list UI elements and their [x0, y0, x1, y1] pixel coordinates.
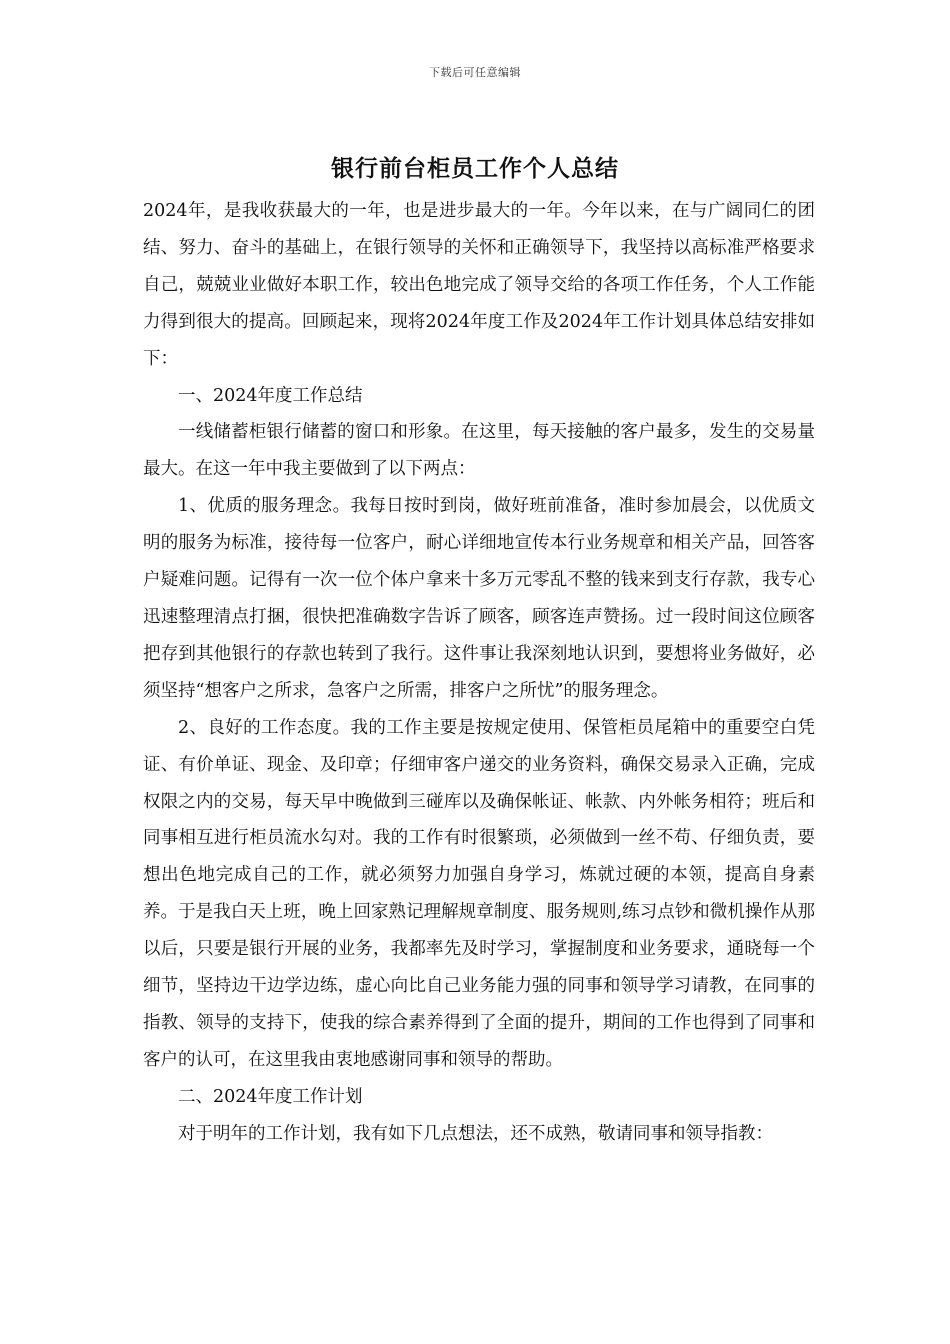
body-paragraph: 2、良好的工作态度。我的工作主要是按规定使用、保管柜员尾箱中的重要空白凭证、有价单证、现金、及印章；仔细审客户递交的业务资料，确保交易录入正确，完成权限之内的交易，每天早中晚做到三碰库以及确保帐证、帐款、内外帐务相符；班后和同事相互进行柜员流水勾对。我的工作有时很繁琐，必须做到一丝不苟、仔细负责，要想出色地完成自己的工作，就必须努力加强自身学习，炼就过硬的本领，提高自身素养。于是我白天上班，晚上回家熟记理解规章制度、服务规则,练习点钞和微机操作从那以后，只要是银行开展的业务，我都率先及时学习，掌握制度和业务要求，通晓每一个细节，坚持边干边学边练，虚心向比自己业务能力强的同事和领导学习请教，在同事的指教、领导的支持下，使我的综合素养得到了全面的提升，期间的工作也得到了同事和客户的认可，在这里我由衷地感谢同事和领导的帮助。 [143, 717, 815, 1070]
intro-paragraph: 2024年，是我收获最大的一年，也是进步最大的一年。今年以来，在与广阔同仁的团结、努力、奋斗的基础上，在银行领导的关怀和正确领导下，我坚持以高标准严格要求自己，兢兢业业做好本职工作，较出色地完成了领导交给的各项工作任务，个人工作能力得到很大的提高。回顾起来，现将2024年度工作及2024年工作计划具体总结安排如下： [143, 201, 815, 369]
body-paragraph: 对于明年的工作计划，我有如下几点想法，还不成熟，敬请同事和领导指教： [178, 1123, 773, 1144]
page-title: 银行前台柜员工作个人总结 [331, 156, 619, 182]
document-body [143, 193, 815, 1153]
section-heading-plan: 二、2024年度工作计划 [178, 1086, 363, 1107]
section-heading-summary: 一、2024年度工作总结 [178, 385, 363, 406]
body-paragraph: 一线储蓄柜银行储蓄的窗口和形象。在这里，每天接触的客户最多，发生的交易量最大。在这一年中我主要做到了以下两点： [143, 422, 815, 480]
body-paragraph: 1、优质的服务理念。我每日按时到岗，做好班前准备，准时参加晨会，以优质文明的服务为标准，接待每一位客户，耐心详细地宣传本行业务规章和相关产品，回答客户疑难问题。记得有一次一位个体户拿来十多万元零乱不整的钱来到支行存款，我专心迅速整理清点打捆，很快把准确数字告诉了顾客，顾客连声赞扬。过一段时间这位顾客把存到其他银行的存款也转到了我行。这件事让我深刻地认识到，要想将业务做好，必须坚持“想客户之所求，急客户之所需，排客户之所忧”的服务理念。 [143, 496, 815, 701]
header-note: 下载后可任意编辑 [429, 66, 521, 79]
